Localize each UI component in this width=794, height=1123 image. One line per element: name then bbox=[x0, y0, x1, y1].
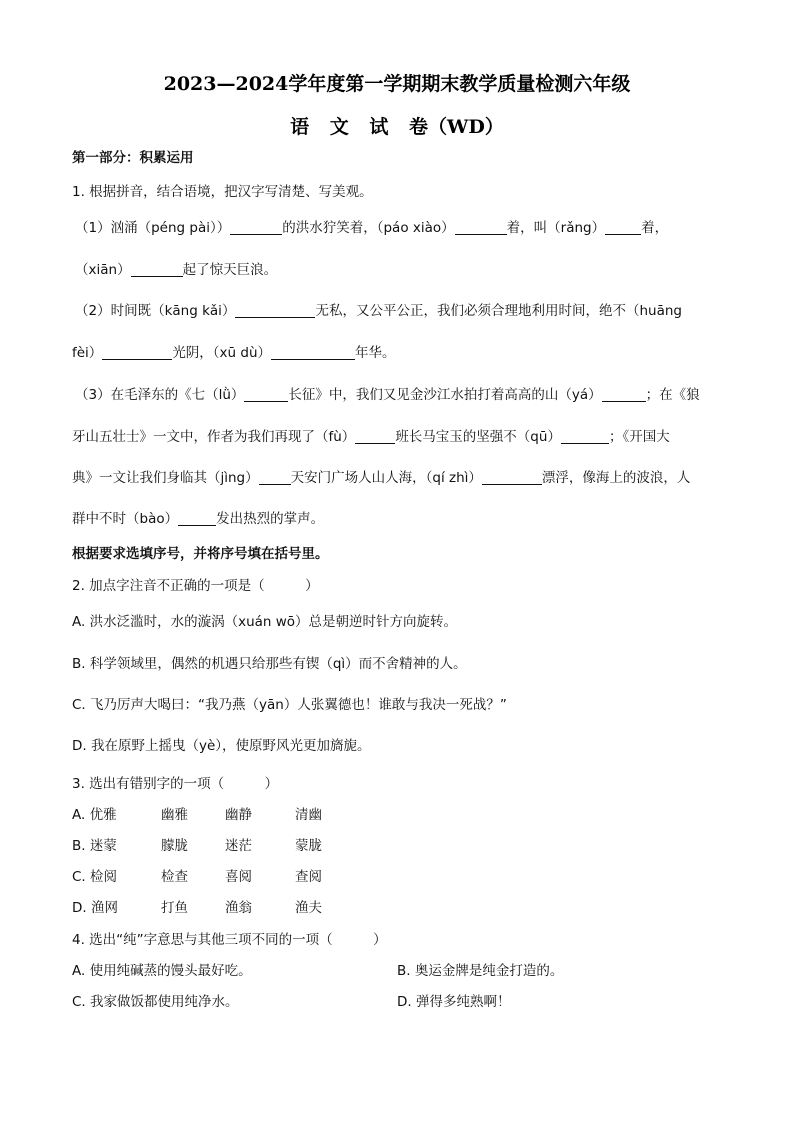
word-cell: 朦胧 bbox=[161, 838, 188, 854]
q1-text: fèi） bbox=[72, 345, 103, 361]
question-2-option-a[interactable]: A. 洪水泛滥时，水的漩涡（xuán wō）总是朝逆时针方向旋转。 bbox=[72, 614, 458, 630]
exam-title: 2023—2024学年度第一学期期末教学质量检测六年级 bbox=[163, 73, 631, 95]
answer-blank[interactable] bbox=[602, 387, 646, 402]
q1-text: （3）在毛泽东的《七（lǜ） bbox=[75, 387, 245, 403]
question-1-item-3-line-4 bbox=[72, 510, 324, 528]
q1-text: 着，叫（rǎng） bbox=[506, 220, 606, 236]
question-4-stem: 4. 选出“纯”字意思与其他三项不同的一项（ ） bbox=[72, 932, 387, 948]
word-cell: 幽静 bbox=[225, 807, 252, 823]
answer-blank[interactable] bbox=[561, 429, 609, 444]
q1-text: 漂浮，像海上的波浪，人 bbox=[541, 470, 691, 486]
answer-blank[interactable] bbox=[235, 303, 315, 318]
exam-subtitle: 语 文 试 卷（WD） bbox=[290, 116, 504, 138]
question-3-option-a[interactable]: A. 优雅 bbox=[72, 807, 117, 823]
q1-text: （2）时间既（kāng kǎi） bbox=[75, 303, 236, 319]
q1-text: 着， bbox=[641, 220, 669, 236]
q1-text: 牙山五壮士》一文中，作者为我们再现了（fù） bbox=[72, 429, 356, 445]
question-4-option-c[interactable]: C. 我家做饭都使用纯净水。 bbox=[72, 994, 239, 1010]
question-2-option-d[interactable]: D. 我在原野上摇曳（yè），使原野风光更加旖旎。 bbox=[72, 738, 371, 754]
q1-text: 典》一文让我们身临其（jìng） bbox=[72, 470, 259, 486]
answer-blank[interactable] bbox=[271, 345, 355, 360]
word-cell: 喜阅 bbox=[225, 869, 252, 885]
q1-text: （1）汹涌（péng pài）） bbox=[75, 220, 231, 236]
question-1-item-1-line-1 bbox=[75, 219, 668, 237]
answer-blank[interactable] bbox=[482, 470, 542, 485]
answer-blank[interactable] bbox=[230, 220, 282, 235]
question-4-option-b[interactable]: B. 奥运金牌是纯金打造的。 bbox=[397, 963, 564, 979]
q1-text: 天安门广场人山人海，（qí zhì） bbox=[290, 470, 482, 486]
answer-blank[interactable] bbox=[102, 345, 172, 360]
word-cell: 检查 bbox=[161, 869, 188, 885]
q1-text: 发出热烈的掌声。 bbox=[216, 511, 325, 527]
word-cell: 渔夫 bbox=[295, 900, 322, 916]
section-heading: 第一部分：积累运用 bbox=[72, 150, 194, 166]
word-cell: 渔翁 bbox=[225, 900, 252, 916]
word-cell: 蒙胧 bbox=[295, 838, 322, 854]
question-3-option-b[interactable]: B. 迷蒙 bbox=[72, 838, 117, 854]
answer-blank[interactable] bbox=[178, 511, 216, 526]
question-2-option-b[interactable]: B. 科学领域里，偶然的机遇只给那些有锲（qì）而不舍精神的人。 bbox=[72, 656, 467, 672]
word-cell: 打鱼 bbox=[161, 900, 188, 916]
q1-text: ；在《狼 bbox=[645, 387, 700, 403]
word-cell: 迷茫 bbox=[225, 838, 252, 854]
q1-text: 长征》中，我们又见金沙江水拍打着高高的山（yá） bbox=[288, 387, 602, 403]
answer-blank[interactable] bbox=[244, 387, 288, 402]
answer-blank[interactable] bbox=[455, 220, 507, 235]
q1-text: 群中不时（bào） bbox=[72, 511, 179, 527]
word-cell: 查阅 bbox=[295, 869, 322, 885]
q1-text: 的洪水狞笑着，（páo xiào） bbox=[282, 220, 455, 236]
answer-blank[interactable] bbox=[131, 262, 183, 277]
answer-blank[interactable] bbox=[259, 470, 291, 485]
question-2-stem: 2. 加点字注音不正确的一项是（ ） bbox=[72, 578, 319, 594]
q1-text: 光阴，（xū dù） bbox=[172, 345, 272, 361]
instruction-heading: 根据要求选填序号，并将序号填在括号里。 bbox=[72, 546, 329, 562]
q1-text: 班长马宝玉的坚强不（qū） bbox=[395, 429, 561, 445]
word-cell: 清幽 bbox=[295, 807, 322, 823]
question-1-item-3-line-3 bbox=[72, 469, 690, 487]
question-1-item-3-line-1 bbox=[75, 386, 700, 404]
q1-text: 起了惊天巨浪。 bbox=[182, 262, 278, 278]
question-3-option-d[interactable]: D. 渔网 bbox=[72, 900, 118, 916]
q1-text: （xiān） bbox=[75, 262, 131, 278]
q1-text: 年华。 bbox=[355, 345, 396, 361]
question-1-stem: 1. 根据拼音，结合语境，把汉字写清楚、写美观。 bbox=[72, 184, 373, 200]
question-3-stem: 3. 选出有错别字的一项（ ） bbox=[72, 776, 279, 792]
question-1-item-3-line-2 bbox=[72, 428, 670, 446]
q1-text: 无私，又公平公正，我们必须合理地利用时间，绝不（huāng bbox=[315, 303, 682, 319]
question-2-option-c[interactable]: C. 飞乃厉声大喝曰：“我乃燕（yān）人张翼德也！谁敢与我决一死战？” bbox=[72, 697, 507, 713]
question-1-item-2-line-2 bbox=[72, 344, 396, 362]
word-cell: 幽雅 bbox=[161, 807, 188, 823]
question-1-item-1-line-2 bbox=[75, 261, 277, 279]
answer-blank[interactable] bbox=[355, 429, 395, 444]
question-3-option-c[interactable]: C. 检阅 bbox=[72, 869, 118, 885]
answer-blank[interactable] bbox=[605, 220, 641, 235]
question-4-option-a[interactable]: A. 使用纯碱蒸的馒头最好吃。 bbox=[72, 963, 252, 979]
question-4-option-d[interactable]: D. 弹得多纯熟啊！ bbox=[397, 994, 511, 1010]
q1-text: ；《开国大 bbox=[608, 429, 670, 445]
question-1-item-2-line-1 bbox=[75, 302, 682, 320]
